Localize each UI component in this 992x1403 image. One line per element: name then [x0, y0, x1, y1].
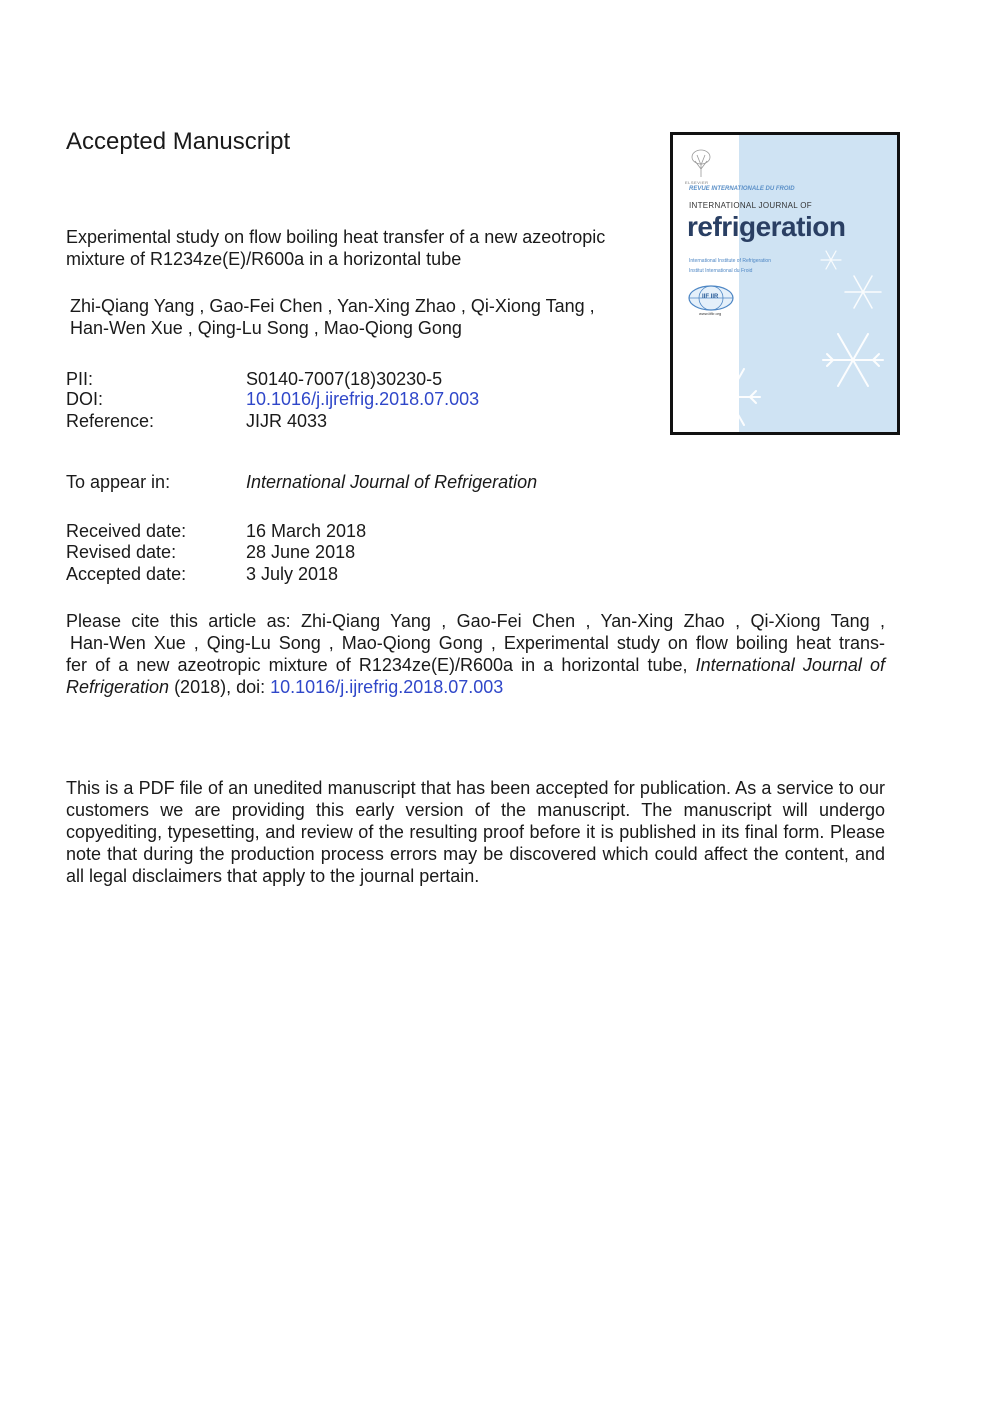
citation-line	[66, 676, 885, 698]
cover-international: INTERNATIONAL JOURNAL OF	[689, 201, 812, 210]
citation-text: (2018), doi:	[169, 677, 271, 697]
snowflake-icon	[845, 276, 881, 308]
appear-row	[66, 471, 537, 493]
citation-line	[66, 654, 885, 676]
citation-line: Han-Wen Xue , Qing-Lu Song , Mao-Qiong Gong , Experimental study on flow boiling heat trans-	[70, 633, 885, 653]
reference-row	[66, 410, 327, 432]
doi-label: DOI:	[66, 389, 104, 409]
author-line: Zhi-Qiang Yang , Gao-Fei Chen , Yan-Xing Zhao , Qi-Xiong Tang ,	[70, 296, 595, 316]
snowflake-icon	[696, 369, 760, 425]
accepted-row	[66, 563, 338, 585]
pii-value: S0140-7007(18)30230-5	[246, 369, 443, 389]
snowflake-icon	[821, 251, 841, 269]
citation-line: Please cite this article as: Zhi-Qiang Yang , Gao-Fei Chen , Yan-Xing Zhao , Qi-Xiong Tang ,	[66, 611, 885, 631]
received-row	[66, 520, 366, 542]
cover-institute-en: International Institute of Refrigeration	[689, 258, 771, 264]
cover-journal-name: refrigeration	[687, 211, 846, 242]
pii-row	[66, 368, 442, 390]
citation-journal: Refrigeration	[66, 677, 170, 697]
manuscript-heading: Accepted Manuscript	[66, 128, 291, 155]
journal-name: International Journal of Refrigeration	[246, 472, 538, 492]
revised-label: Revised date:	[66, 542, 177, 562]
received-label: Received date:	[66, 521, 187, 541]
cover-revue: REVUE INTERNATIONALE DU FROID	[689, 186, 795, 192]
reference-value: JIJR 4033	[246, 411, 328, 431]
citation-paragraph	[66, 610, 885, 698]
article-title-line: Experimental study on flow boiling heat transfer of a new azeotropic	[66, 227, 606, 247]
doi-row	[66, 388, 479, 410]
journal-cover	[670, 132, 900, 435]
publisher-name: ELSEVIER	[685, 180, 709, 185]
appear-label: To appear in:	[66, 472, 171, 492]
citation-doi-link[interactable]: 10.1016/j.ijrefrig.2018.07.003	[270, 677, 504, 697]
iif-badge-label: IIF IIR	[702, 294, 719, 300]
citation-journal: International Journal of	[695, 655, 885, 675]
accepted-value: 3 July 2018	[246, 564, 339, 584]
revised-value: 28 June 2018	[246, 542, 356, 562]
disclaimer-paragraph: This is a PDF file of an unedited manuscript that has been accepted for publication. As a service to our customers we are providing this early version of the manuscript. The manuscript will undergo copyediting, typesetting, and review of the resulting proof before it is published in its final form. Please note that during the production process errors may be discovered which could affect the content, and all legal disclaimers that apply to the journal pertain.	[66, 778, 885, 886]
cover-institute-fr: Institut International du Froid	[689, 268, 753, 274]
elsevier-tree-icon	[692, 150, 710, 177]
reference-label: Reference:	[66, 411, 155, 431]
citation-text: fer of a new azeotropic mixture of R1234ze(E)/R600a in a horizontal tube,	[66, 655, 696, 675]
received-value: 16 March 2018	[246, 521, 367, 541]
author-line: Han-Wen Xue , Qing-Lu Song , Mao-Qiong Gong	[70, 318, 462, 338]
article-title	[66, 226, 636, 270]
snowflake-icon	[823, 334, 883, 386]
cover-website: www.iifiir.org	[699, 311, 722, 316]
author-list	[66, 295, 646, 339]
doi-link[interactable]: 10.1016/j.ijrefrig.2018.07.003	[246, 389, 480, 409]
revised-row	[66, 541, 355, 563]
accepted-label: Accepted date:	[66, 564, 187, 584]
pii-label: PII:	[66, 369, 94, 389]
article-title-line: mixture of R1234ze(E)/R600a in a horizontal tube	[66, 249, 462, 269]
